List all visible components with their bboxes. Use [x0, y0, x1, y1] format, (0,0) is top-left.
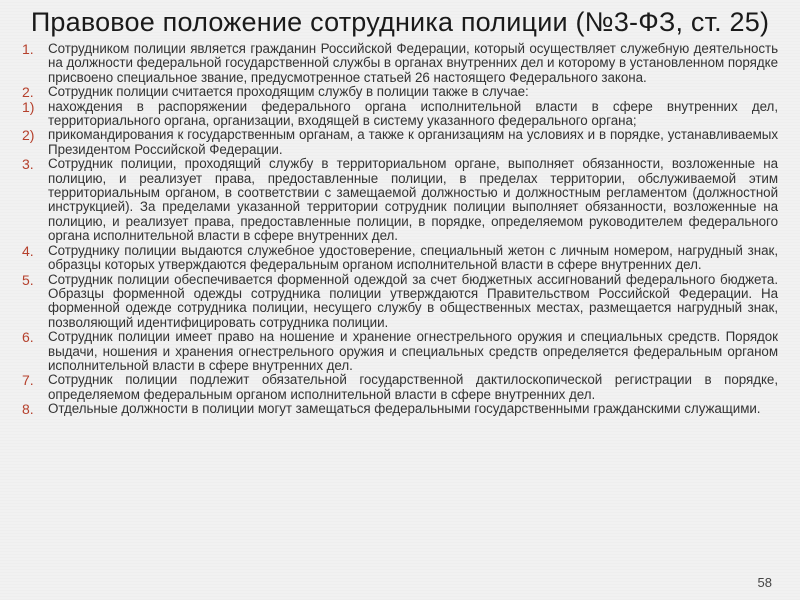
list-marker: 1) [22, 98, 35, 115]
list-item-text: Сотрудник полиции подлежит обязательной государственной дактилоскопической регистрации в порядке, определяемом федеральным органом исполнительной власти в сфере внутренних дел. [48, 372, 778, 402]
list-item [22, 244, 778, 273]
list-marker: 5. [22, 271, 34, 288]
slide-title: Правовое положение сотрудника полиции (№3-ФЗ, ст. 25) [30, 7, 770, 37]
list-marker: 6. [22, 329, 34, 346]
page-number: 58 [757, 575, 772, 590]
list-marker: 3. [22, 156, 34, 173]
list-marker: 2. [22, 84, 34, 101]
list-item [22, 42, 778, 85]
list-item [22, 85, 778, 99]
list-item [22, 273, 778, 331]
list-item-text: Сотрудником полиции является гражданин Российской Федерации, который осуществляет служебную деятельность на должности федеральной государственной службы в органах внутренних дел и которому в установленном порядке присвоено специальное звание, предусмотренное статьей 26 настоящего Федерального закона. [48, 41, 778, 85]
list-marker: 7. [22, 372, 34, 389]
list-item [22, 128, 778, 157]
list-item-text: нахождения в распоряжении федерального органа исполнительной власти в сфере внутренних дел, территориального органа, организации, входящей в систему указанного федерального органа; [48, 98, 778, 129]
list-marker: 4. [22, 242, 34, 259]
list-marker: 1. [22, 41, 34, 57]
list-item-text: Сотруднику полиции выдаются служебное удостоверение, специальный жетон с личным номером, нагрудный знак, образцы которых утверждаются федеральным органом исполнительной власти в сфере внутренних дел. [48, 242, 778, 273]
list-item-text: Отдельные должности в полиции могут замещаться федеральными государственными гражданскими служащими. [48, 401, 761, 417]
list-item [22, 157, 778, 243]
list-marker: 8. [22, 401, 34, 418]
list-item [22, 402, 778, 416]
slide-body [22, 42, 778, 417]
list-item-text: Сотрудник полиции обеспечивается форменной одеждой за счет бюджетных ассигнований федерального бюджета. Образцы форменной одежды сотрудника полиции утверждаются Правительством Российской Федерации. На форменной одежде сотрудника полиции, несущего службу в общественных местах, размещается нагрудный знак, позволяющий идентифицировать сотрудника полиции. [48, 271, 778, 330]
list-item [22, 330, 778, 373]
list-marker: 2) [22, 127, 35, 144]
list-item-text: прикомандирования к государственным органам, а также к организациям на условиях и в порядке, устанавливаемых Президентом Российской Федерации. [48, 127, 778, 157]
list-item-text: Сотрудник полиции считается проходящим службу в полиции также в случае: [48, 84, 529, 100]
list-item-text: Сотрудник полиции имеет право на ношение и хранение огнестрельного оружия и специальных средств. Порядок выдачи, ношения и хранения огнестрельного оружия и специальных средств определяется федеральным органом исполнительной власти в сфере внутренних дел. [48, 329, 778, 373]
list-item-text: Сотрудник полиции, проходящий службу в территориальном органе, выполняет обязанности, возложенные на полицию, и реализует права, предоставленные полиции, в пределах территории, обслуживаемой этим территориальным органом, в соответствии с замещаемой должностью и должностным регламентом (должностной инструкцией). За пределами указанной территории сотрудник полиции выполняет обязанности, возложенные на полицию, и реализует права, предоставленные полиции, в порядке, определяемом руководителем федерального органа исполнительной власти в сфере внутренних дел. [48, 156, 778, 244]
list-item [22, 100, 778, 129]
list-item [22, 373, 778, 402]
